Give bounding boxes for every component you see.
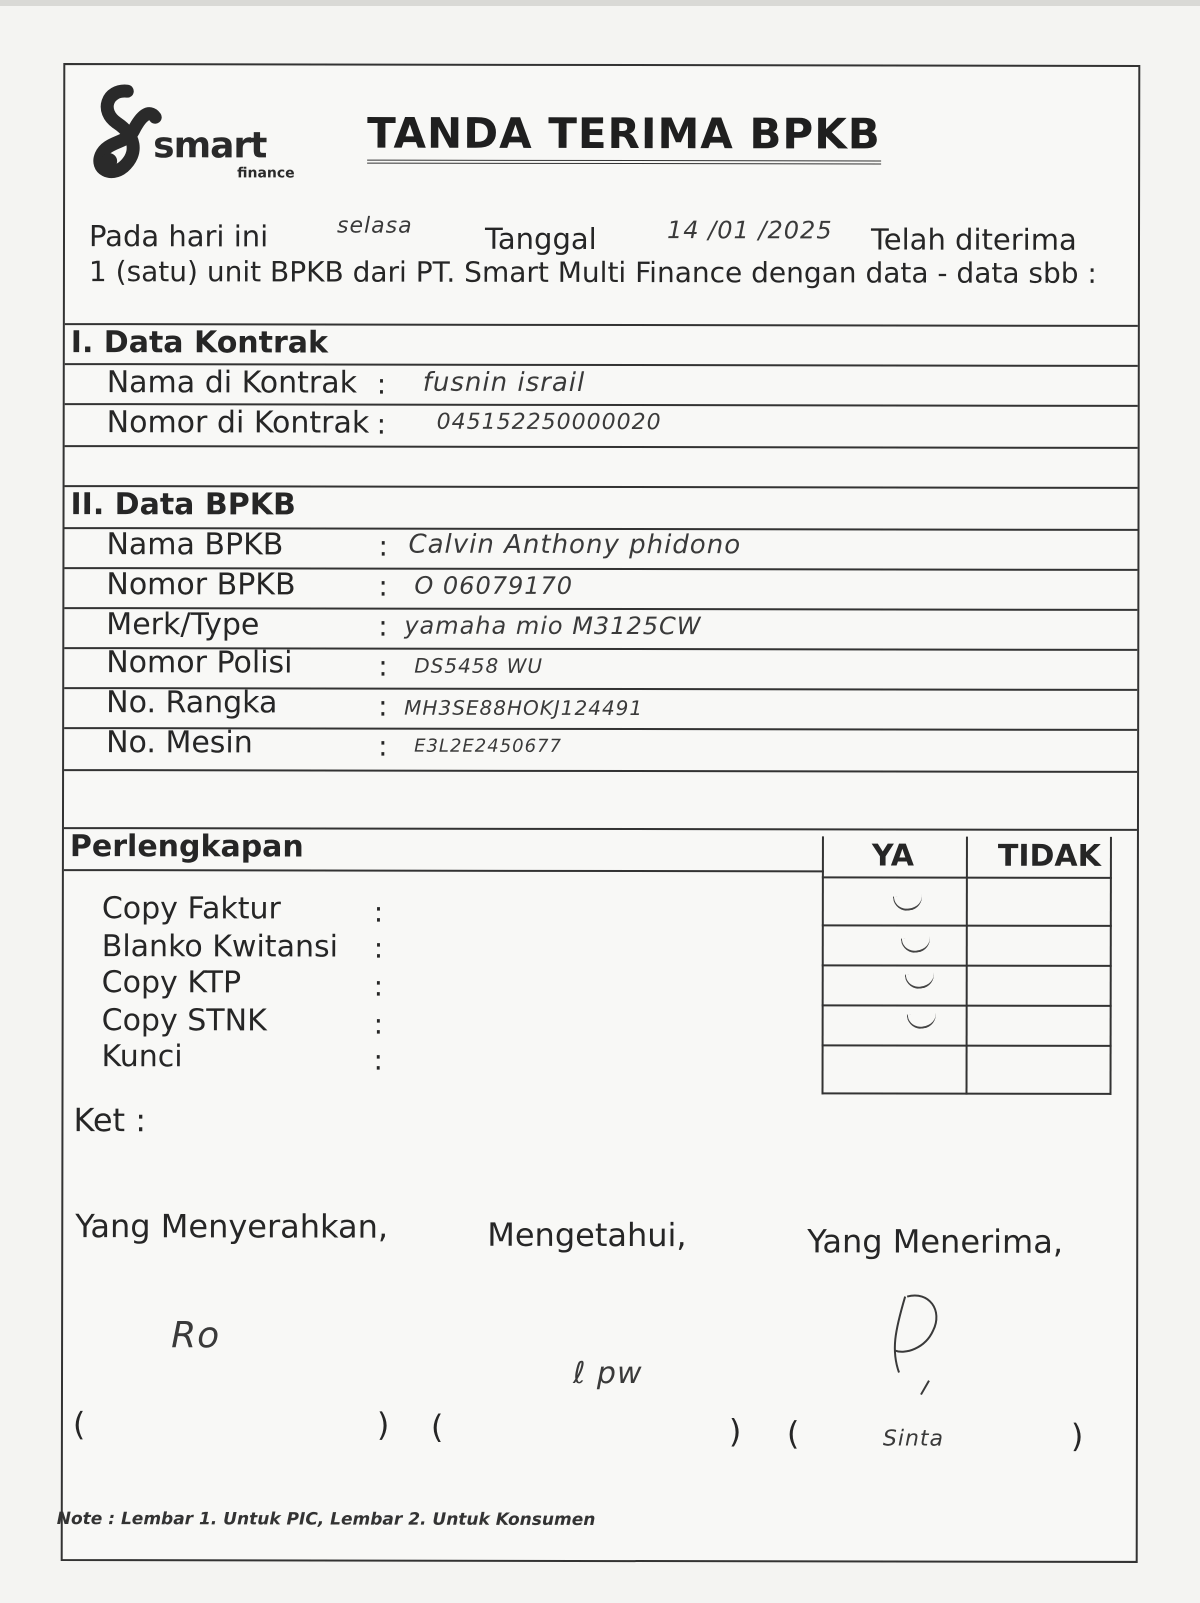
grid-line	[822, 1044, 1112, 1047]
divider	[64, 869, 824, 872]
page-title: TANDA TERIMA BPKB	[367, 110, 881, 165]
check-mark-icon	[893, 893, 924, 913]
item-blanko-kwitansi-colon: :	[373, 931, 384, 965]
sig-menyerahkan-label: Yang Menyerahkan,	[75, 1207, 389, 1246]
no-mesin-label: No. Mesin	[106, 725, 253, 761]
item-copy-stnk-colon: :	[373, 1007, 384, 1041]
no-rangka-label: No. Rangka	[106, 685, 278, 721]
logo-sub-text: finance	[237, 165, 295, 182]
item-kunci-label: Kunci	[101, 1039, 183, 1075]
sig-menerima-name: Sinta	[882, 1426, 945, 1452]
grid-line	[822, 964, 1112, 967]
section-kontrak-heading: I. Data Kontrak	[70, 325, 329, 361]
divider	[64, 769, 1137, 773]
nomor-kontrak-colon: :	[376, 407, 387, 441]
nomor-kontrak-value: 045152250000020	[436, 409, 662, 436]
smart-finance-logo	[87, 83, 295, 183]
check-mark-icon	[907, 1011, 938, 1031]
sig-mengetahui-label: Mengetahui,	[487, 1215, 687, 1255]
intro-tanggal-label: Tanggal	[484, 221, 597, 256]
nomor-bpkb-colon: :	[378, 569, 388, 603]
nomor-bpkb-value: O 06079170	[414, 571, 574, 600]
paren-open-3: (	[786, 1414, 800, 1453]
grid-line	[822, 876, 1112, 879]
item-blanko-kwitansi-label: Blanko Kwitansi	[101, 929, 338, 965]
merk-type-value: yamaha mio M3125CW	[404, 611, 702, 641]
grid-line	[822, 1092, 1112, 1095]
paren-close-2: )	[728, 1412, 742, 1451]
intro-tanggal-value: 14 /01 /2025	[666, 216, 833, 245]
item-copy-ktp-colon: :	[373, 969, 384, 1003]
nama-bpkb-colon: :	[378, 529, 388, 563]
nomor-bpkb-label: Nomor BPKB	[106, 567, 296, 603]
item-copy-faktur-colon: :	[373, 895, 384, 929]
item-copy-ktp-label: Copy KTP	[101, 965, 242, 1001]
footer-note: Note : Lembar 1. Untuk PIC, Lembar 2. Untuk Konsumen	[56, 1509, 596, 1530]
no-mesin-value: E3L2E2450677	[414, 735, 562, 757]
no-rangka-value: MH3SE88HOKJ124491	[404, 695, 644, 721]
merk-type-label: Merk/Type	[106, 607, 260, 643]
grid-line	[822, 1004, 1112, 1007]
sig-menerima-label: Yang Menerima,	[807, 1222, 1064, 1261]
intro-hari-value: selasa	[337, 213, 413, 239]
intro-diterima-label: Telah diterima	[870, 222, 1077, 257]
receipt-form	[56, 63, 1141, 1563]
nama-bpkb-label: Nama BPKB	[106, 527, 284, 563]
nama-bpkb-value: Calvin Anthony phidono	[408, 529, 742, 561]
sig-mengetahui-initials: ℓ pw	[572, 1355, 643, 1392]
perlengkapan-grid	[822, 836, 1112, 1095]
nomor-polisi-colon: :	[378, 649, 388, 683]
nomor-polisi-value: DS5458 WU	[414, 653, 544, 678]
nomor-polisi-label: Nomor Polisi	[106, 645, 293, 681]
check-mark-icon	[905, 971, 936, 991]
nama-kontrak-value: fusnin israil	[422, 367, 586, 398]
merk-type-colon: :	[378, 609, 388, 643]
logo-brand-text: smart	[153, 125, 267, 167]
sig-menyerahkan-initials: Ro	[171, 1315, 221, 1357]
divider	[65, 445, 1138, 449]
section-bpkb-heading: II. Data BPKB	[70, 487, 296, 523]
ket-label: Ket :	[73, 1101, 147, 1140]
grid-line	[822, 924, 1112, 927]
check-mark-icon	[901, 935, 932, 955]
paren-close-1: )	[376, 1405, 390, 1444]
no-rangka-colon: :	[378, 689, 388, 723]
item-copy-stnk-label: Copy STNK	[101, 1003, 267, 1039]
section-perlengkapan-heading: Perlengkapan	[69, 829, 304, 865]
intro-hari-label: Pada hari ini	[88, 219, 269, 254]
col-tidak-header: TIDAK	[997, 838, 1101, 874]
paren-close-3: )	[1070, 1416, 1084, 1455]
paren-open-1: (	[72, 1405, 86, 1444]
paren-open-2: (	[430, 1407, 444, 1446]
sig-menerima-signature	[885, 1290, 955, 1400]
nomor-kontrak-label: Nomor di Kontrak	[106, 405, 370, 441]
item-kunci-colon: :	[373, 1043, 384, 1077]
no-mesin-colon: :	[378, 729, 388, 763]
col-ya-header: YA	[871, 838, 915, 874]
intro-line-2: 1 (satu) unit BPKB dari PT. Smart Multi Finance dengan data - data sbb :	[88, 255, 1097, 290]
nama-kontrak-label: Nama di Kontrak	[106, 365, 358, 401]
nama-kontrak-colon: :	[376, 367, 387, 401]
item-copy-faktur-label: Copy Faktur	[101, 891, 281, 927]
page-top-edge	[0, 0, 1200, 6]
